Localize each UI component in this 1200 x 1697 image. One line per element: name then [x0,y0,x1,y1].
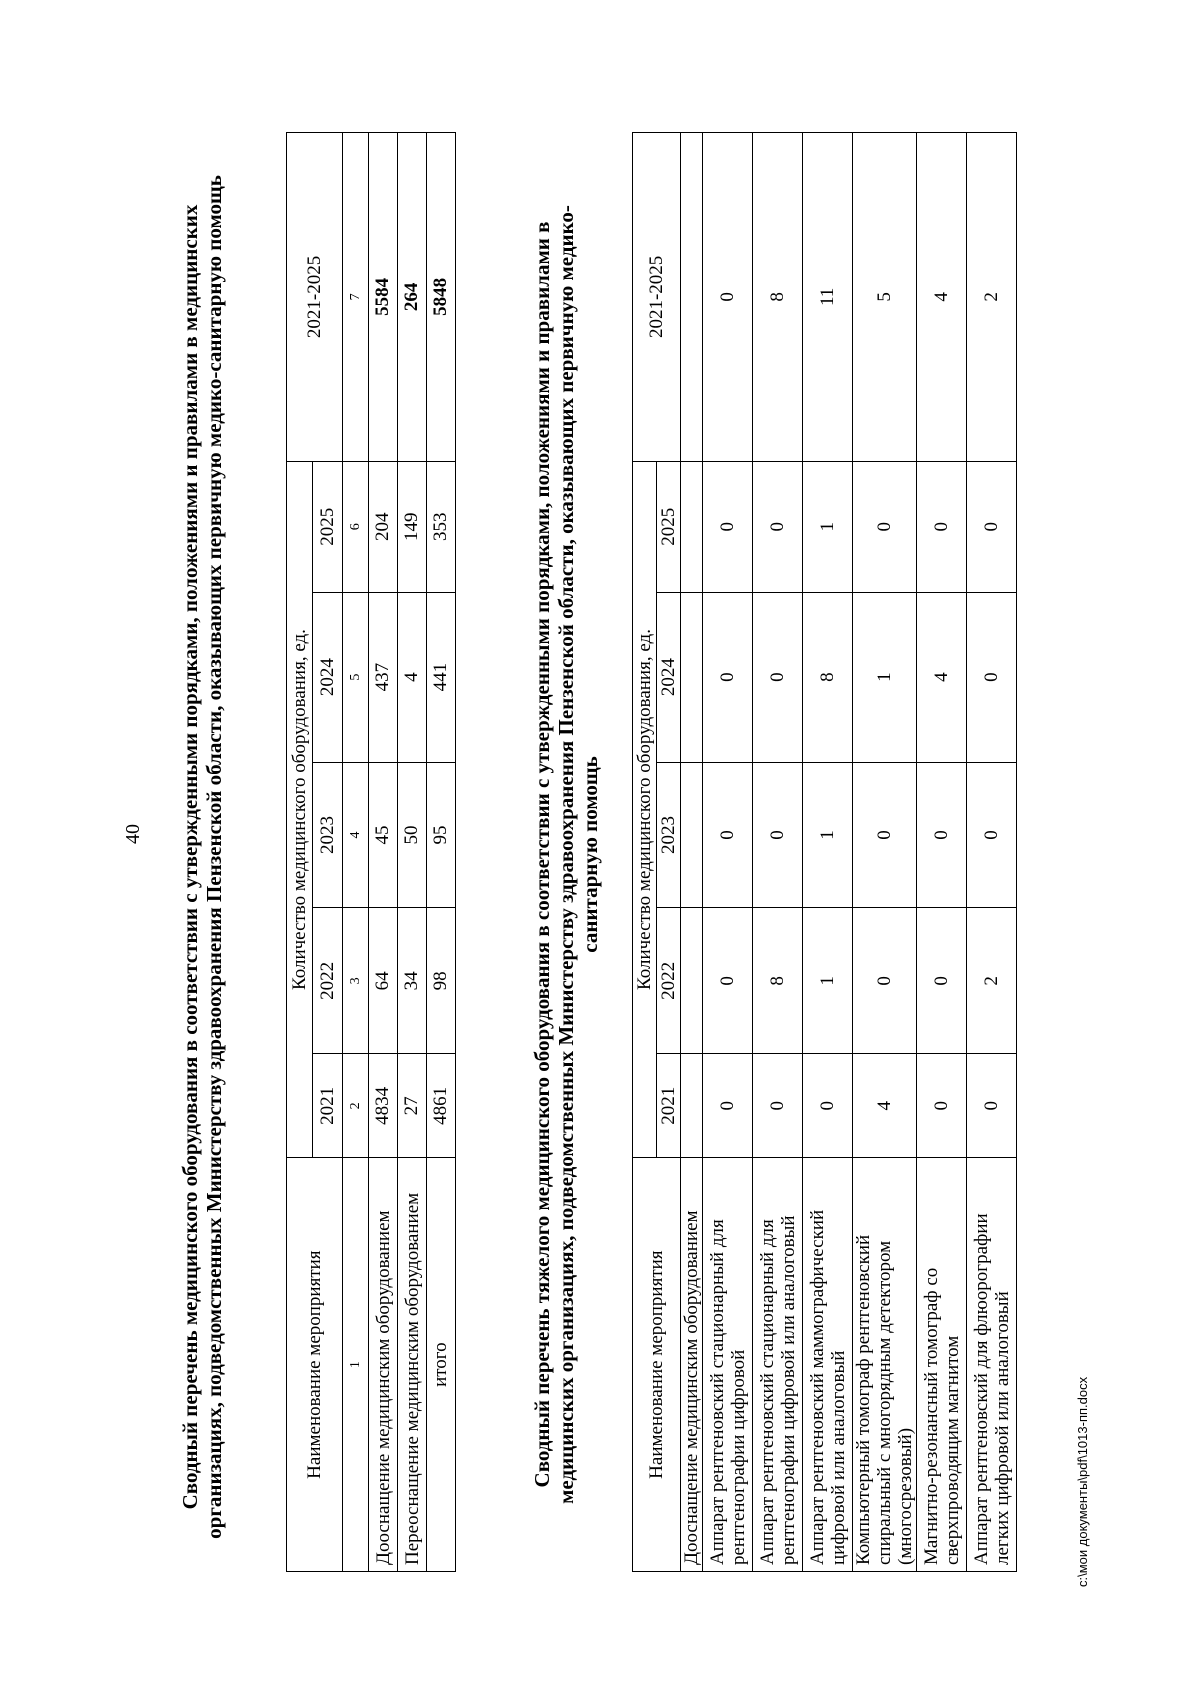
table2 [632,132,1017,1572]
table2-year-header: 2022 [657,908,681,1054]
table2-cell: 0 [853,461,917,592]
table2-year-header: 2024 [657,592,681,762]
table2-total-cell: 4 [917,133,967,462]
table2-cell: 0 [967,461,1017,592]
table1-cell: 204 [369,461,398,592]
table2-cell: 1 [803,762,853,908]
table2-cell: 0 [917,461,967,592]
table-row [803,133,853,1572]
table1-year-header: 2024 [313,592,343,762]
table1-title: Сводный перечень медицинского оборудования в соответствии с утвержденными порядками, положениями и правилами в медицинских организациях, подведомственных Министерству здравоохранения Пензенской области, оказывающих первичную медико-санитарную помощь [178,175,226,1539]
table-row [703,133,753,1572]
table2-cell: 0 [703,762,753,908]
table2-row-name: Аппарат рентгеновский маммографический цифровой или аналоговый [803,1158,853,1572]
table2-row-name: Аппарат рентгеновский стационарный для рентгенографии цифровой [703,1158,753,1572]
table2-section-label: Дооснащение медицинским оборудованием [681,1158,703,1572]
table2-total-cell: 8 [753,133,803,462]
table2-cell: 8 [803,592,853,762]
table1-index-cell: 4 [343,762,369,908]
table2-cell: 0 [703,1054,753,1158]
table2-year-header: 2023 [657,762,681,908]
table2-cell: 0 [753,461,803,592]
table2-cell: 4 [853,1054,917,1158]
table2-group-header: Количество медицинского оборудования, ед. [633,461,657,1158]
table1-group-header: Количество медицинского оборудования, ед. [287,461,313,1158]
table-row [398,133,427,1572]
table2-cell: 0 [967,762,1017,908]
table2-cell: 0 [967,1054,1017,1158]
table1-index-cell: 6 [343,461,369,592]
table2-cell: 0 [703,592,753,762]
table2-total-cell: 2 [967,133,1017,462]
table1-year-header: 2021 [313,1054,343,1158]
table2-cell: 0 [803,1054,853,1158]
table2-year-header: 2025 [657,461,681,592]
table1-year-header: 2025 [313,461,343,592]
table1-year-header: 2022 [313,908,343,1054]
table1-cell: 437 [369,592,398,762]
table1-index-cell: 2 [343,1054,369,1158]
table2-row-name: Аппарат рентгеновский стационарный для рентгенографии цифровой или аналоговый [753,1158,803,1572]
table1-index-cell: 7 [343,133,369,462]
table-row [369,133,398,1572]
table2-cell: 0 [703,461,753,592]
table1-cell: 4861 [427,1054,456,1158]
table1-row-name: Дооснащение медицинским оборудованием [369,1158,398,1572]
table1-index-row [343,133,369,1572]
table-row [967,133,1017,1572]
table2-total-header: 2021-2025 [633,133,681,462]
table1-row-name: итого [427,1158,456,1572]
table1-cell: 4 [398,592,427,762]
file-path-footer: c:\мои документы\pdf\1013-пп.docx [1075,1376,1090,1587]
table1-total-header: 2021-2025 [287,133,343,462]
table-row [853,133,917,1572]
table2-cell: 1 [803,908,853,1054]
table2-total-cell: 11 [803,133,853,462]
table2-total-cell: 5 [853,133,917,462]
table1-cell: 50 [398,762,427,908]
table2-cell: 0 [853,908,917,1054]
table2-cell: 0 [703,908,753,1054]
table1-cell: 149 [398,461,427,592]
table-row [917,133,967,1572]
table2-row-name: Компьютерный томограф рентгеновский спиральный с многорядным детектором (многосрезовый) [853,1158,917,1572]
table2-cell: 0 [753,1054,803,1158]
table2-cell: 0 [917,908,967,1054]
table-row [427,133,456,1572]
page-number: 40 [122,824,144,844]
table2-cell: 2 [967,908,1017,1054]
table1-cell: 64 [369,908,398,1054]
table1-year-header: 2023 [313,762,343,908]
table1-cell: 353 [427,461,456,592]
table1-cell: 4834 [369,1054,398,1158]
table2-cell: 8 [753,908,803,1054]
table1 [286,132,456,1572]
table-row [753,133,803,1572]
table1-name-header: Наименование мероприятия [287,1158,343,1572]
table2-cell: 1 [853,592,917,762]
table1-cell: 45 [369,762,398,908]
table2-name-header: Наименование мероприятия [633,1158,681,1572]
table2-year-header: 2021 [657,1054,681,1158]
table2-row-name: Магнитно-резонансный томограф со сверхпроводящим магнитом [917,1158,967,1572]
table2-cell: 0 [753,762,803,908]
table2-cell: 0 [917,762,967,908]
table2-total-cell: 0 [703,133,753,462]
table1-cell: 95 [427,762,456,908]
table2-cell: 0 [853,762,917,908]
table2-cell: 1 [803,461,853,592]
table2-cell: 0 [917,1054,967,1158]
table1-cell: 441 [427,592,456,762]
table1-total-cell: 264 [398,133,427,462]
table1-cell: 27 [398,1054,427,1158]
table1-index-cell: 1 [343,1158,369,1572]
table1-cell: 34 [398,908,427,1054]
table1-index-cell: 3 [343,908,369,1054]
table1-index-cell: 5 [343,592,369,762]
table2-cell: 4 [917,592,967,762]
table1-total-cell: 5848 [427,133,456,462]
table1-total-cell: 5584 [369,133,398,462]
table2-row-name: Аппарат рентгеновский для флюорографии легких цифровой или аналоговый [967,1158,1017,1572]
table2-cell: 0 [753,592,803,762]
table1-cell: 98 [427,908,456,1054]
table2-cell: 0 [967,592,1017,762]
table1-row-name: Переоснащение медицинским оборудованием [398,1158,427,1572]
table2-title: Сводный перечень тяжелого медицинского оборудования в соответствии с утвержденными порядками, положениями и правилами в медицинских организациях, подведомственных Министерству здравоохранения Пензенской области, оказывающих первичную медико-санитарную помощь [530,205,602,1504]
